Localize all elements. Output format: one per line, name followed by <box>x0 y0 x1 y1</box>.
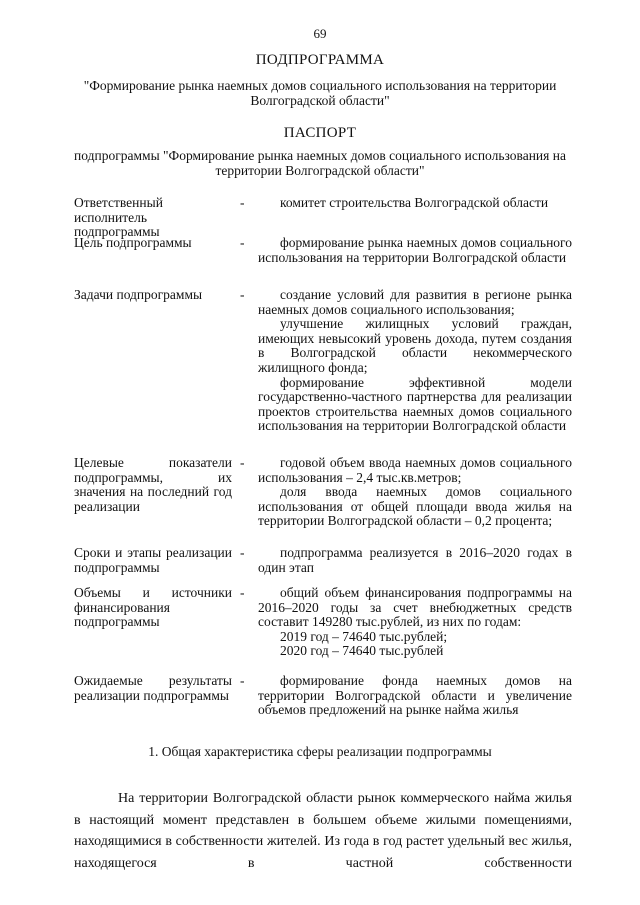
value-paragraph: комитет строительства Волгоградской области <box>280 195 549 210</box>
row-value <box>258 236 572 265</box>
row-label: Цель подпрограммы <box>74 235 192 250</box>
row-label: Сроки и этапы реализации подпрограммы <box>74 545 232 575</box>
row-dash: - <box>240 195 245 210</box>
row-value <box>258 456 572 529</box>
row-value <box>258 546 572 575</box>
year-line: 2019 год – 74640 тыс.рублей; <box>280 628 448 644</box>
value-paragraph: улучшение жилищных условий граждан, имеющих невысокий уровень дохода, путем создания в Волгоградской области некоммерческого жилищного фонда; <box>258 316 572 375</box>
row-label: Ожидаемые результаты реализации подпрограммы <box>74 673 232 703</box>
row-dash: - <box>240 235 245 250</box>
value-paragraph: подпрограмма реализуется в 2016–2020 годах в один этап <box>258 545 572 575</box>
passport-subtitle: подпрограммы "Формирование рынка наемных домов социального использования на территории Волгоградской области" <box>74 148 566 178</box>
row-value <box>258 674 572 718</box>
body-paragraph: На территории Волгоградской области рынок коммерческого найма жилья в настоящий момент представлен в большем объеме жилыми помещениями, находящимися в собственности жителей. Из года в год растет удельный вес жилья, находящегося в частной собственности <box>74 791 572 871</box>
year-line: 2020 год – 74640 тыс.рублей <box>280 643 444 659</box>
body-text <box>74 788 572 874</box>
subprogram-name: "Формирование рынка наемных домов социального использования на территории Волгоградской области" <box>83 78 557 108</box>
subprogram-title: ПОДПРОГРАММА <box>255 52 385 68</box>
value-paragraph: доля ввода наемных домов социального использования от общей площади ввода жилья на территории Волгоградской области – 0,2 процента; <box>258 484 572 529</box>
row-value <box>258 196 572 211</box>
row-dash: - <box>240 287 245 302</box>
row-label: Целевые показатели подпрограммы, их значения на последний год реализации <box>74 455 232 514</box>
row-dash: - <box>240 455 245 470</box>
row-value <box>258 586 572 659</box>
row-value <box>258 288 572 434</box>
row-dash: - <box>240 545 245 560</box>
passport-title: ПАСПОРТ <box>283 125 357 141</box>
row-label: Задачи подпрограммы <box>74 287 203 302</box>
value-paragraph: формирование рынка наемных домов социального использования на территории Волгоградской области <box>258 235 572 265</box>
row-dash: - <box>240 585 245 600</box>
value-paragraph: годовой объем ввода наемных домов социального использования – 2,4 тыс.кв.метров; <box>258 455 572 485</box>
value-paragraph: общий объем финансирования подпрограммы на 2016–2020 годы за счет внебюджетных средств составит 149280 тыс.рублей, из них по годам: <box>258 585 572 630</box>
value-paragraph: формирование фонда наемных домов на территории Волгоградской области и увеличение объемов предложений на рынке найма жилья <box>258 673 572 718</box>
value-paragraph: создание условий для развития в регионе рынка наемных домов социального использования; <box>258 287 572 317</box>
page-number: 69 <box>313 26 327 41</box>
row-dash: - <box>240 673 245 688</box>
row-label: Объемы и источники финансирования подпрограммы <box>74 585 232 630</box>
value-paragraph: формирование эффективной модели государственно-частного партнерства для реализации проектов строительства наемных домов социального использования на территории Волгоградской области <box>258 374 572 434</box>
section-heading: 1. Общая характеристика сферы реализации подпрограммы <box>148 744 492 759</box>
row-label: Ответственный исполнитель подпрограммы <box>74 195 163 240</box>
